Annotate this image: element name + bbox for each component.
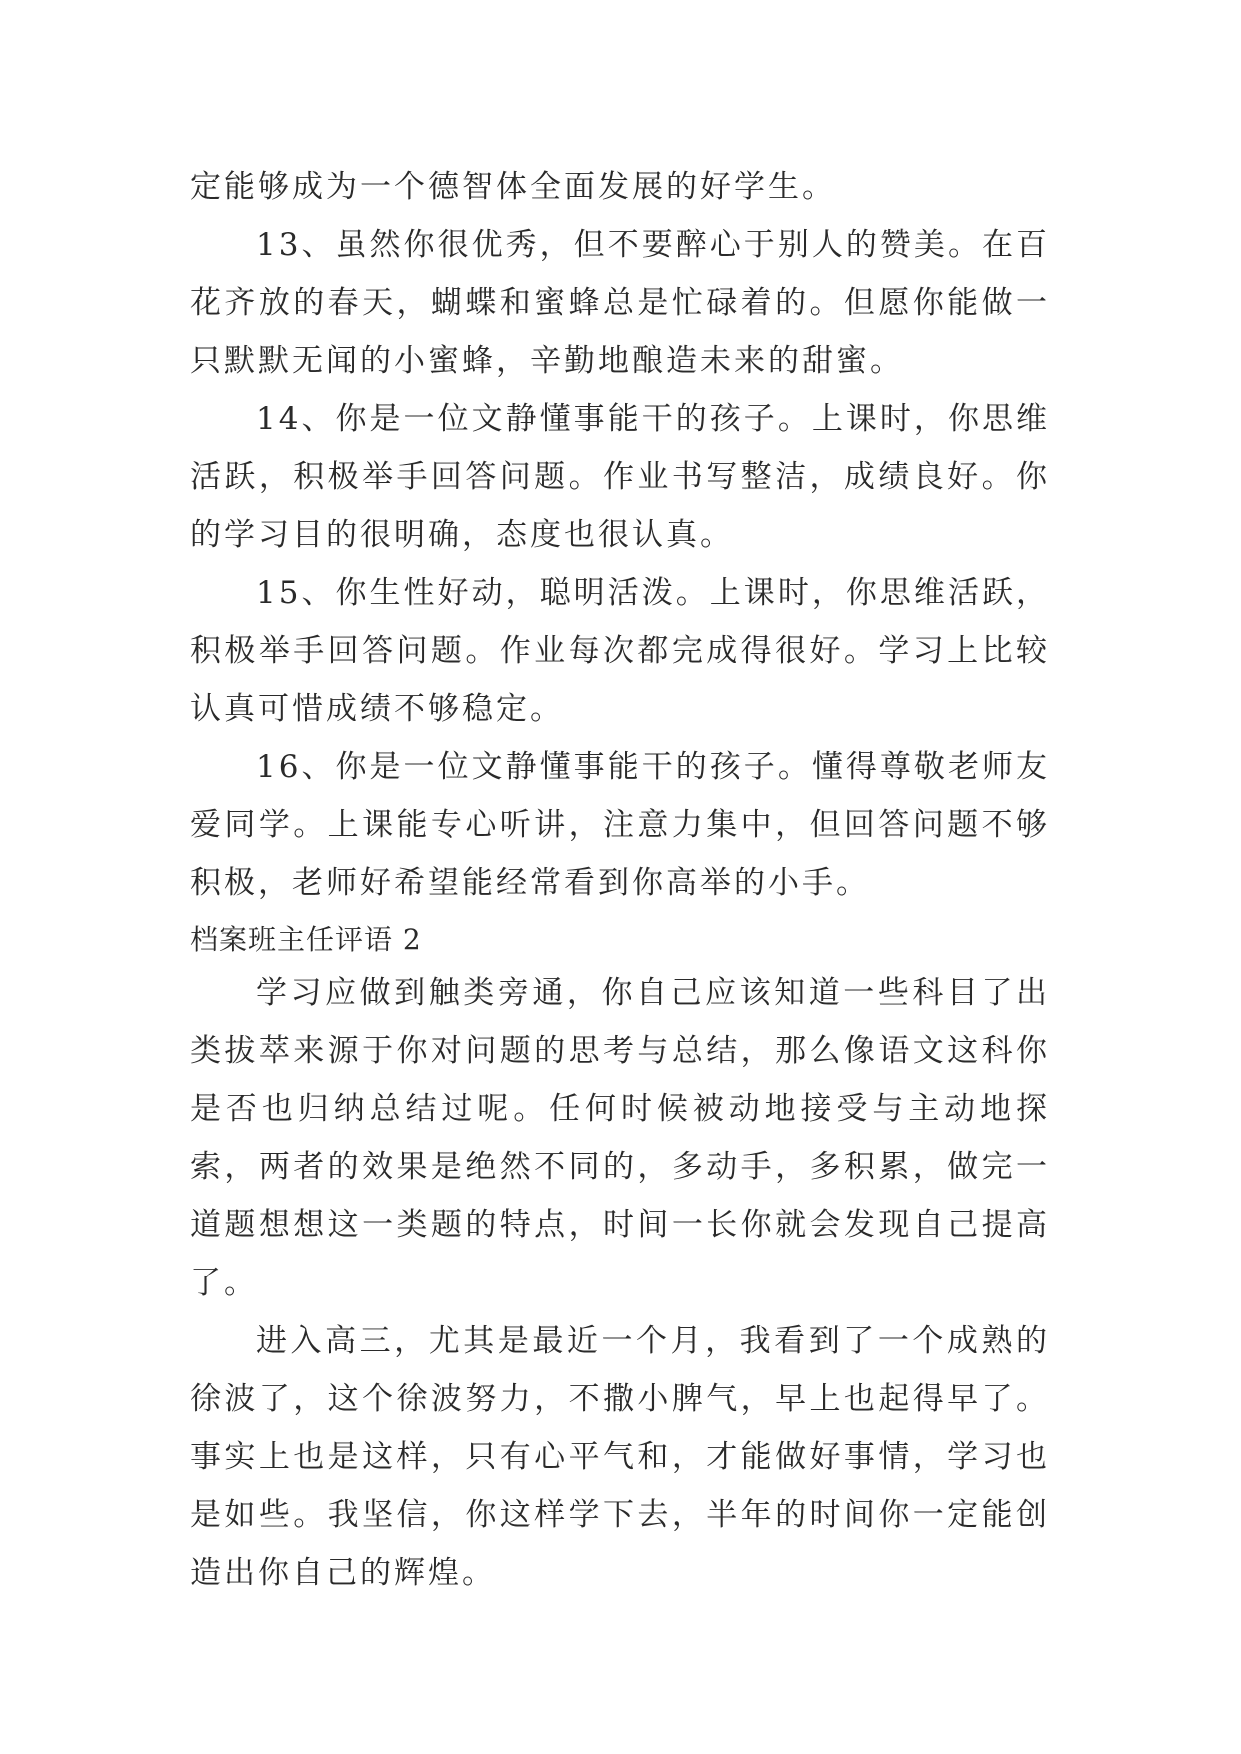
paragraph-item-14: 14、你是一位文静懂事能干的孩子。上课时，你思维活跃，积极举手回答问题。作业书写整洁，成绩良好。你的学习目的很明确，态度也很认真。 — [190, 401, 1050, 553]
section-heading: 档案班主任评语 2 — [190, 923, 422, 956]
document-body — [190, 158, 1050, 1602]
section-paragraph-2: 进入高三，尤其是最近一个月，我看到了一个成熟的徐波了，这个徐波努力，不撒小脾气，早上也起得早了。事实上也是这样，只有心平气和，才能做好事情，学习也是如些。我坚信，你这样学下去，半年的时间你一定能创造出你自己的辉煌。 — [190, 1323, 1050, 1591]
paragraph-item-16: 16、你是一位文静懂事能干的孩子。懂得尊敬老师友爱同学。上课能专心听讲，注意力集中，但回答问题不够积极，老师好希望能经常看到你高举的小手。 — [190, 749, 1050, 901]
section-paragraph-1: 学习应做到触类旁通，你自己应该知道一些科目了出类拔萃来源于你对问题的思考与总结，那么像语文这科你是否也归纳总结过呢。任何时候被动地接受与主动地探索，两者的效果是绝然不同的，多动手，多积累，做完一道题想想这一类题的特点，时间一长你就会发现自己提高了。 — [190, 975, 1050, 1301]
paragraph-item-15: 15、你生性好动，聪明活泼。上课时，你思维活跃，积极举手回答问题。作业每次都完成得很好。学习上比较认真可惜成绩不够稳定。 — [190, 575, 1050, 727]
paragraph-item-13: 13、虽然你很优秀，但不要醉心于别人的赞美。在百花齐放的春天，蝴蝶和蜜蜂总是忙碌着的。但愿你能做一只默默无闻的小蜜蜂，辛勤地酿造未来的甜蜜。 — [190, 227, 1050, 379]
paragraph-continuation: 定能够成为一个德智体全面发展的好学生。 — [190, 169, 836, 205]
